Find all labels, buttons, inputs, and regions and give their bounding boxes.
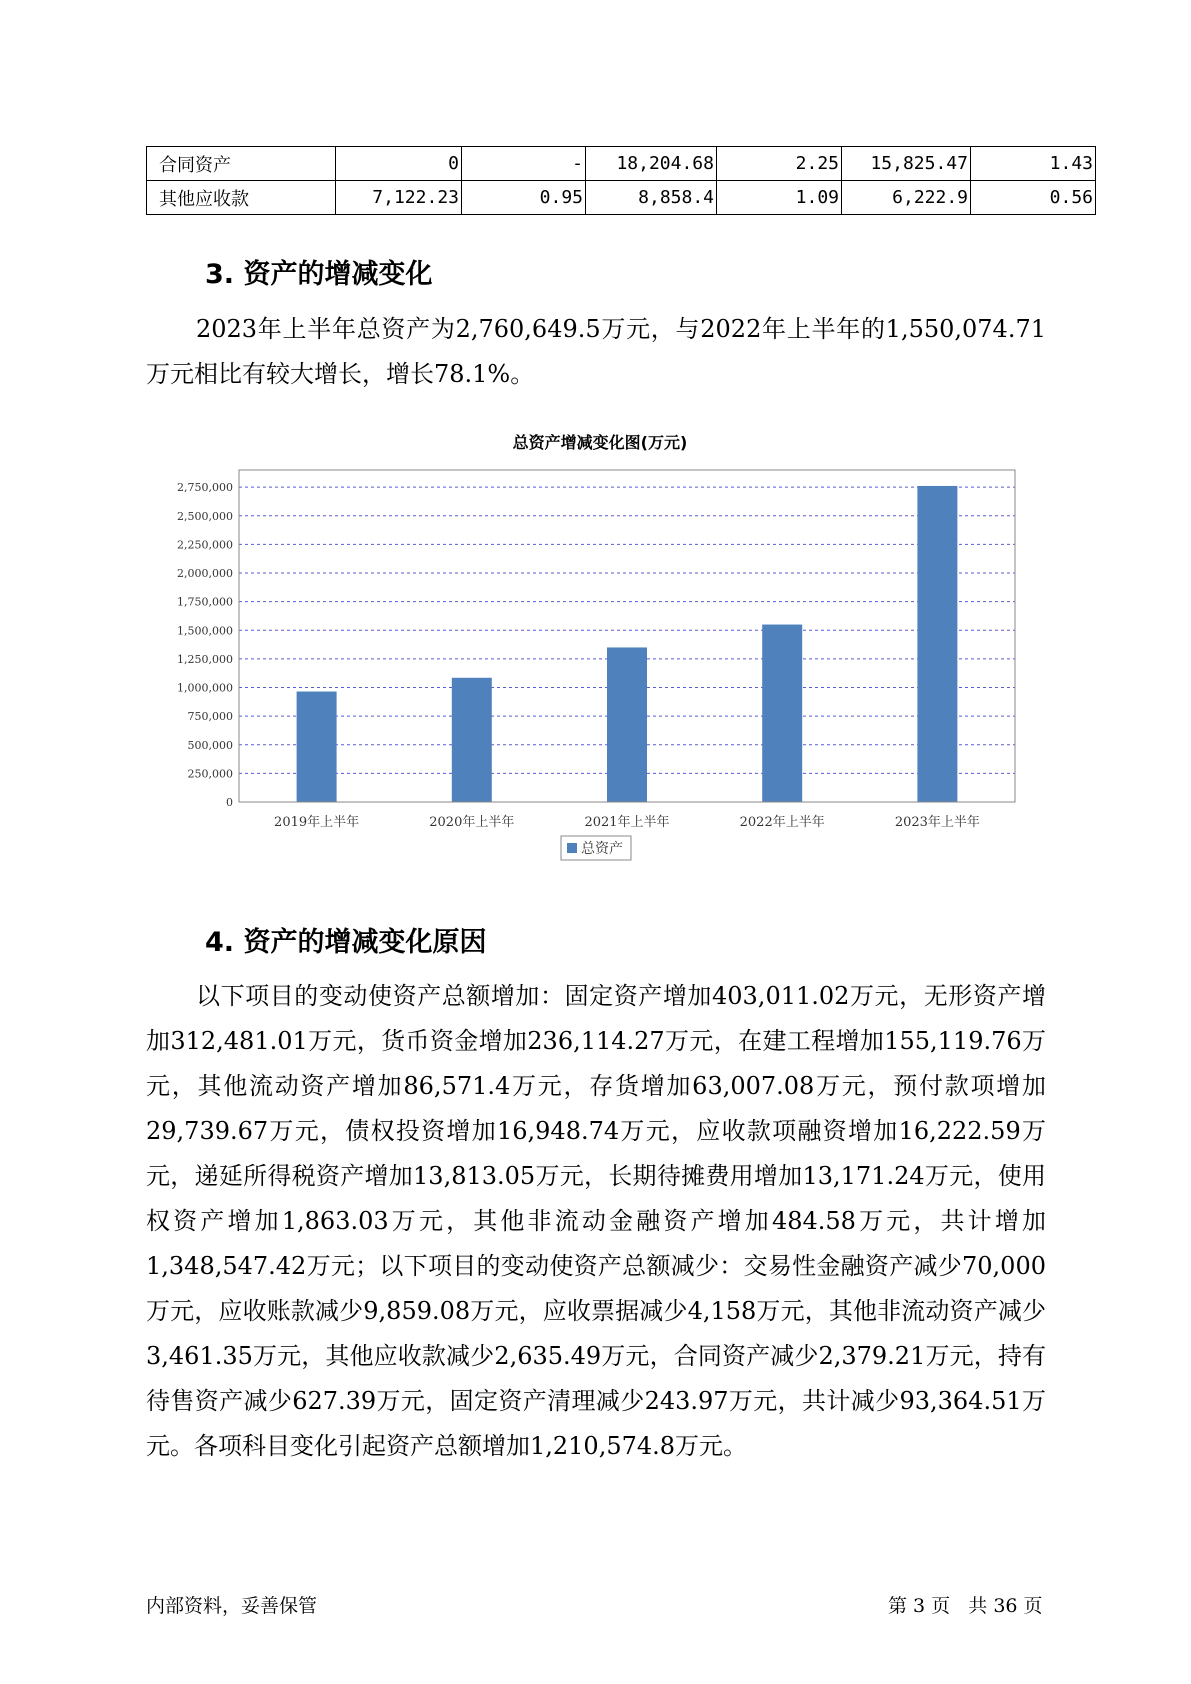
asset-table	[146, 146, 1096, 215]
table-row	[147, 181, 1096, 215]
table-cell: 6,222.9	[842, 181, 971, 215]
bar	[452, 678, 492, 802]
chart-bars	[297, 486, 958, 802]
table-cell: 2.25	[717, 147, 842, 181]
y-tick-label: 0	[226, 796, 233, 809]
table-cell: 8,858.4	[586, 181, 717, 215]
y-tick-label: 500,000	[187, 738, 233, 752]
bar	[297, 692, 337, 802]
section-3-heading: 3. 资产的增减变化	[205, 259, 433, 290]
section-4-heading: 4. 资产的增减变化原因	[205, 927, 487, 958]
bar	[607, 647, 647, 802]
bar	[762, 625, 802, 802]
legend-swatch	[567, 843, 577, 853]
section-3-paragraph: 2023年上半年总资产为2,760,649.5万元，与2022年上半年的1,550,074.71万元相比有较大增长，增长78.1%。	[146, 315, 1046, 388]
table-cell: 0	[336, 147, 462, 181]
y-tick-label: 2,250,000	[177, 538, 233, 552]
x-tick-label: 2023年上半年	[894, 815, 980, 830]
y-tick-label: 1,750,000	[177, 595, 233, 609]
table-cell: 0.56	[971, 181, 1096, 215]
table-cell: 15,825.47	[842, 147, 971, 181]
x-tick-label: 2020年上半年	[429, 815, 515, 830]
footer-confidential: 内部资料，妥善保管	[146, 1595, 318, 1617]
y-tick-label: 2,750,000	[177, 481, 233, 495]
x-tick-label: 2019年上半年	[274, 815, 360, 830]
table-cell: -	[462, 147, 586, 181]
y-tick-label: 1,000,000	[177, 681, 233, 695]
y-tick-label: 250,000	[187, 767, 233, 781]
x-tick-label: 2022年上半年	[739, 815, 825, 830]
table-cell-name: 合同资产	[147, 147, 336, 181]
y-tick-label: 750,000	[187, 710, 233, 724]
table-cell: 7,122.23	[336, 181, 462, 215]
table-cell: 18,204.68	[586, 147, 717, 181]
table-cell: 1.43	[971, 147, 1096, 181]
chart-y-axis	[177, 481, 233, 809]
chart-x-axis	[274, 814, 980, 830]
y-tick-label: 1,250,000	[177, 652, 233, 666]
legend-label: 总资产	[581, 841, 623, 857]
chart-legend	[561, 836, 631, 860]
table-cell: 1.09	[717, 181, 842, 215]
y-tick-label: 2,500,000	[177, 509, 233, 523]
section-4-paragraph: 以下项目的变动使资产总额增加：固定资产增加403,011.02万元，无形资产增加312,481.01万元，货币资金增加236,114.27万元，在建工程增加155,119.76万元，其他流动资产增加86,571.4万元，存货增加63,007.08万元，预付款项增加29,739.67万元，债权投资增加16,948.74万元，应收款项融资增加16,222.59万元，递延所得税资产增加13,813.05万元，长期待摊费用增加13,171.24万元，使用权资产增加1,863.03万元，其他非流动金融资产增加484.58万元，共计增加1,348,547.42万元；以下项目的变动使资产总额减少：交易性金融资产减少70,000万元，应收账款减少9,859.08万元，应收票据减少4,158万元，其他非流动资产减少3,461.35万元，其他应收款减少2,635.49万元，合同资产减少2,379.21万元，持有待售资产减少627.39万元，固定资产清理减少243.97万元，共计减少93,364.51万元。各项科目变化引起资产总额增加1,210,574.8万元。	[146, 982, 1046, 1460]
bar	[917, 486, 957, 802]
table-row	[147, 147, 1096, 181]
chart-title: 总资产增减变化图(万元)	[512, 433, 688, 452]
y-tick-label: 2,000,000	[177, 567, 233, 581]
total-assets-chart	[154, 418, 1024, 878]
footer-page-number: 第 3 页 共 36 页	[888, 1595, 1043, 1617]
table-cell-name: 其他应收款	[147, 181, 336, 215]
x-tick-label: 2021年上半年	[584, 815, 670, 830]
y-tick-label: 1,500,000	[177, 624, 233, 638]
table-cell: 0.95	[462, 181, 586, 215]
